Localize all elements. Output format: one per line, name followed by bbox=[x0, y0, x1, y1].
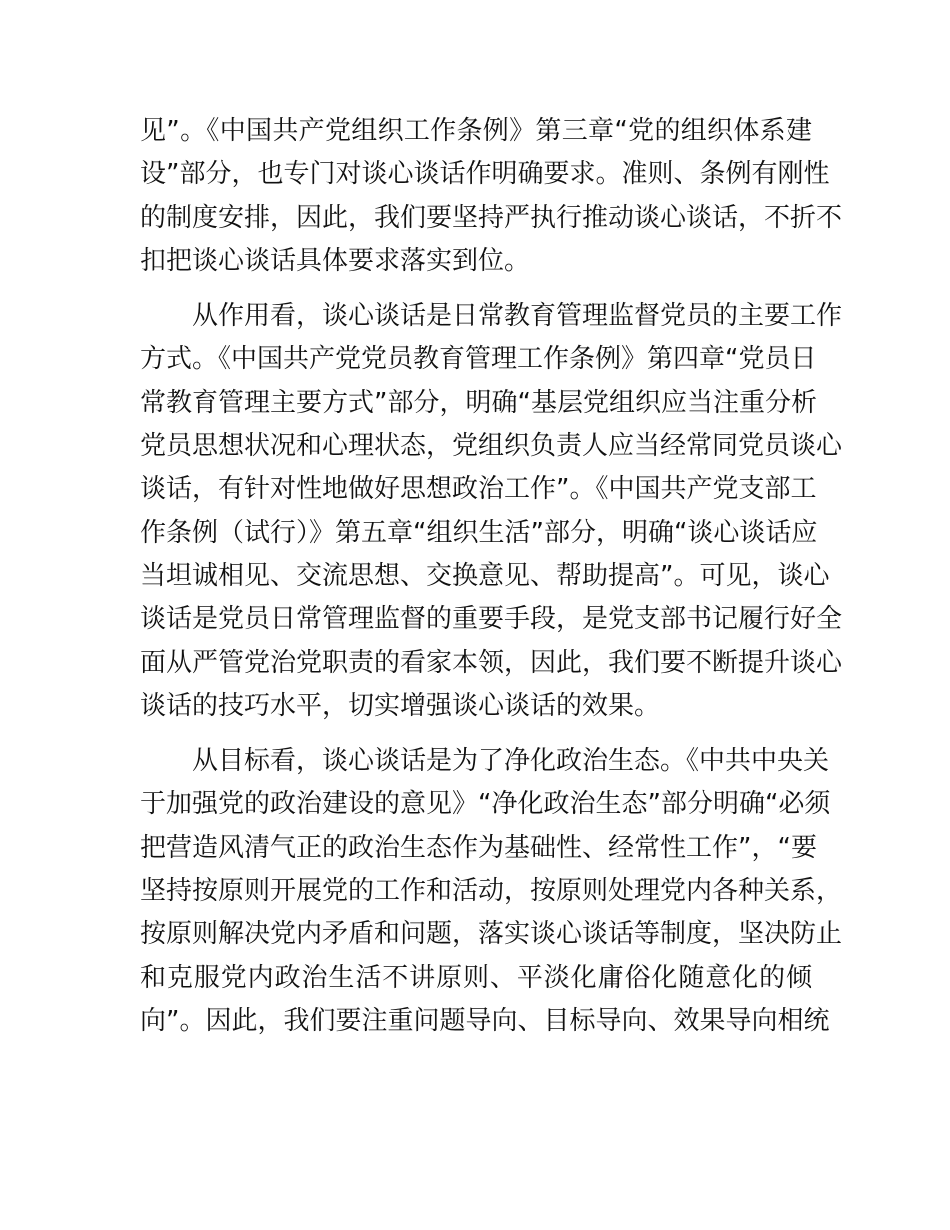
text-line: 谈话，有针对性地做好思想政治工作”。《中国共产党支部工 bbox=[140, 474, 817, 505]
text-line: 谈话是党员日常管理监督的重要手段，是党支部书记履行好全 bbox=[140, 604, 843, 635]
text-line: 把营造风清气正的政治生态作为基础性、经常性工作”，“要 bbox=[140, 832, 817, 863]
text-line: 和克服党内政治生活不讲原则、平淡化庸俗化随意化的倾 bbox=[140, 962, 812, 993]
paragraph-3 bbox=[140, 740, 843, 1043]
text-line: 从作用看，谈心谈话是日常教育管理监督党员的主要工作 bbox=[192, 301, 843, 332]
text-line: 党员思想状况和心理状态，党组织负责人应当经常同党员谈心 bbox=[140, 431, 843, 462]
text-line: 见”。《中国共产党组织工作条例》第三章“党的组织体系建 bbox=[140, 116, 812, 146]
text-line: 设”部分，也专门对谈心谈话作明确要求。准则、条例有刚性 bbox=[140, 159, 830, 190]
paragraph-2 bbox=[140, 295, 843, 728]
text-line: 按原则解决党内矛盾和问题，落实谈心谈话等制度，坚决防止 bbox=[140, 919, 843, 950]
text-line: 的制度安排，因此，我们要坚持严执行推动谈心谈话，不折不 bbox=[140, 202, 843, 233]
text-line: 谈话的技巧水平，切实增强谈心谈话的效果。 bbox=[140, 690, 661, 721]
text-line: 扣把谈心谈话具体要求落实到位。 bbox=[140, 245, 531, 276]
text-line: 从目标看，谈心谈话是为了净化政治生态。《中共中央关 bbox=[192, 746, 830, 777]
text-line: 面从严管党治党职责的看家本领，因此，我们要不断提升谈心 bbox=[140, 647, 843, 678]
paragraph-1 bbox=[140, 110, 843, 283]
text-line: 向”。因此，我们要注重问题导向、目标导向、效果导向相统 bbox=[140, 1005, 830, 1036]
text-line: 方式。《中国共产党党员教育管理工作条例》第四章“党员日 bbox=[140, 344, 817, 375]
text-line: 于加强党的政治建设的意见》“净化政治生态”部分明确“必须 bbox=[140, 789, 831, 820]
text-line: 作条例（试行）》第五章“组织生活”部分，明确“谈心谈话应 bbox=[140, 517, 818, 548]
text-line: 常教育管理主要方式”部分，明确“基层党组织应当注重分析 bbox=[140, 387, 817, 418]
document-page bbox=[140, 110, 843, 1055]
text-line: 坚持按原则开展党的工作和活动，按原则处理党内各种关系， bbox=[140, 876, 843, 907]
text-line: 当坦诚相见、交流思想、交换意见、帮助提高”。可见，谈心 bbox=[140, 560, 830, 591]
